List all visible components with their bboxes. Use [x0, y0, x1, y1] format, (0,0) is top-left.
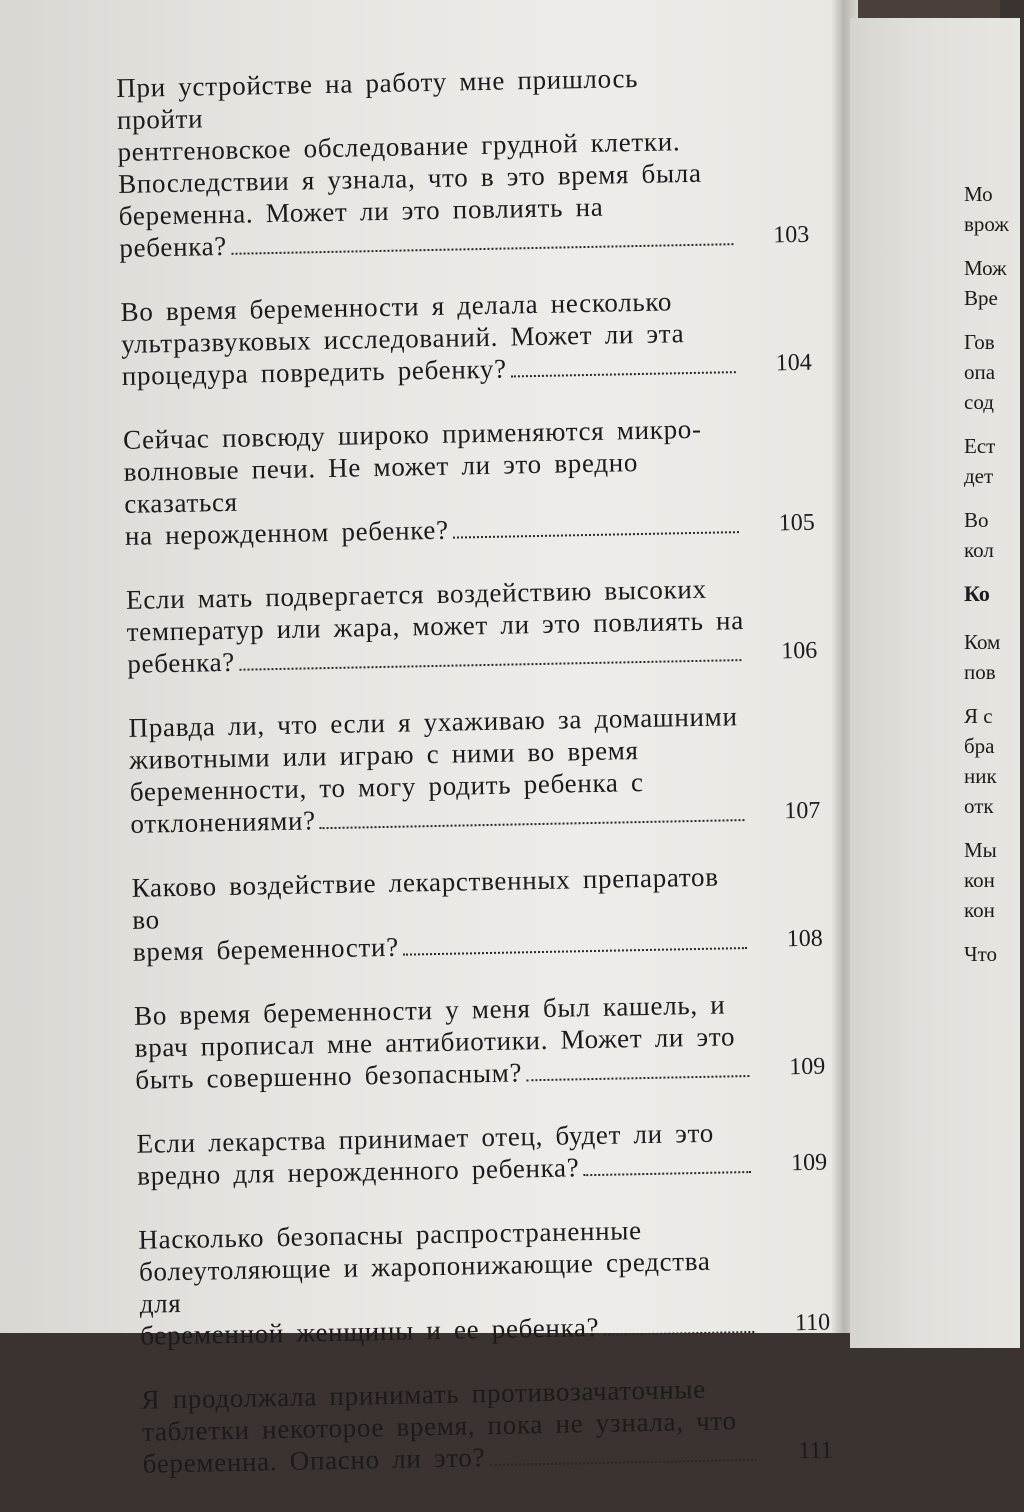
page-number: 107 — [784, 797, 821, 825]
page-number: 111 — [798, 1437, 833, 1465]
fr-item: Я с — [964, 704, 993, 728]
page-number: 109 — [790, 1149, 828, 1177]
fr-item: Мы — [964, 838, 997, 862]
toc-entry-line: волновые печи. Не может ли это вредно сказаться — [123, 447, 639, 519]
toc-entry-line: на нерожденном ребенке? — [124, 514, 449, 551]
fr-item: отк — [964, 794, 994, 818]
fr-item: Гов — [964, 330, 995, 354]
dot-leader — [526, 1074, 749, 1081]
toc-entry-line: Каково воздействие лекарственных препаратов во — [131, 861, 719, 935]
toc-entry — [123, 411, 815, 552]
toc-entry-line: Во время беременности у меня был кашель, и — [133, 989, 726, 1031]
fr-item: дет — [964, 464, 994, 488]
toc-entry-line: Если мать подвергается воздействию высоких — [125, 573, 707, 615]
toc-entry-text — [136, 1116, 757, 1192]
toc-entry-text — [138, 1212, 760, 1352]
toc-entry — [128, 699, 820, 840]
toc-entry-line: беременна. Опасно ли это? — [142, 1442, 486, 1479]
toc-entry-line: рентгеновское обследование грудной клетки. — [117, 126, 681, 167]
fr-item: Мо — [964, 182, 993, 206]
dot-leader — [320, 818, 745, 829]
dot-leader — [403, 946, 747, 956]
toc-entry-line: беременна. Может ли это повлиять на — [118, 191, 604, 231]
fr-item: Ком — [964, 630, 1001, 654]
page-number: 105 — [778, 509, 816, 537]
toc-entry-line: При устройстве на работу мне пришлось пройти — [116, 62, 639, 135]
fr-item: сод — [964, 390, 994, 414]
dot-leader — [489, 1458, 756, 1466]
toc-entry-line: беременности, то могу родить ребенка с — [129, 767, 644, 807]
toc-entry-line: Правда ли, что если я ухаживаю за домашними — [128, 701, 738, 743]
toc-entry — [134, 987, 826, 1096]
toc-entry-line: отклонениями? — [130, 805, 317, 839]
toc-entry — [138, 1211, 830, 1352]
toc-entry-line: Если лекарства принимает отец, будет ли это — [136, 1117, 715, 1159]
right-page — [850, 18, 1020, 1348]
toc-entry — [120, 283, 812, 392]
toc-entry — [131, 859, 823, 968]
toc-entry-text — [128, 700, 750, 840]
toc-entry-line: ребенка? — [127, 646, 236, 679]
page-number: 108 — [786, 925, 824, 953]
toc-entry-line: температур или жара, может ли это повлиять на — [126, 605, 745, 647]
fr-item: Что — [964, 942, 998, 966]
right-page-contents — [964, 180, 1024, 984]
fr-item: кон — [964, 868, 995, 892]
toc-entry-text — [126, 572, 748, 680]
page-number: 110 — [794, 1309, 831, 1337]
dot-leader — [231, 242, 733, 255]
toc-entry-line: вредно для нерожденного ребенка? — [136, 1152, 580, 1191]
toc-entry-line: Сейчас повсюду широко применяются микро- — [122, 413, 702, 455]
fr-item: ник — [964, 764, 997, 788]
fr-item: Мож — [964, 256, 1007, 280]
toc-entry-line: болеутоляющие и жаропонижающие средства для — [138, 1245, 711, 1319]
page-number: 106 — [780, 637, 818, 665]
toc-entry-line: Насколько безопасны распространенные — [138, 1215, 643, 1255]
toc-entry-line: Во время беременности я делала несколько — [120, 286, 673, 327]
table-of-contents — [116, 59, 834, 1512]
toc-entry-line: ультразвуковых исследований. Может ли эта — [120, 318, 685, 359]
toc-entry-line: ребенка? — [119, 230, 228, 263]
fr-item: Ест — [964, 434, 996, 458]
toc-entry-line: Я продолжала принимать противозачаточные — [141, 1373, 707, 1415]
toc-entry-text — [141, 1372, 763, 1480]
toc-entry-text — [131, 860, 753, 968]
fr-item: кол — [964, 538, 994, 562]
page-number: 104 — [775, 349, 812, 377]
toc-entry-text — [123, 412, 745, 552]
dot-leader — [603, 1330, 754, 1336]
background-edge — [842, 0, 1000, 20]
fr-item: Во — [964, 508, 989, 532]
fr-heading: Ко — [964, 581, 990, 606]
toc-entry — [126, 571, 818, 680]
toc-entry — [141, 1371, 833, 1480]
toc-entry-line: животными или играю с ними во время — [128, 735, 639, 775]
fr-item: кон — [964, 898, 995, 922]
toc-entry-line: время беременности? — [132, 931, 400, 967]
fr-item: пов — [964, 660, 996, 684]
page-number: 103 — [773, 221, 810, 249]
fr-item: бра — [964, 734, 995, 758]
toc-entry-line: быть совершенно безопасным? — [135, 1057, 523, 1095]
toc-entry-text — [116, 60, 740, 264]
fr-item: Вре — [964, 286, 998, 310]
dot-leader — [453, 530, 739, 538]
toc-entry-text — [134, 988, 756, 1096]
page-number: 109 — [788, 1053, 826, 1081]
toc-entry-line: Впоследствии я узнала, что в это время была — [117, 157, 702, 199]
toc-entry-line: таблетки некоторое время, пока не узнала, что — [141, 1405, 738, 1447]
dot-leader — [239, 658, 741, 671]
toc-entry — [136, 1115, 827, 1192]
fr-item: опа — [964, 360, 996, 384]
toc-entry-text — [120, 284, 742, 392]
dot-leader — [583, 1170, 751, 1176]
toc-entry-line: процедура повредить ребенку? — [121, 353, 508, 391]
toc-entry-line: беременной женщины и ее ребенка? — [139, 1311, 600, 1351]
fr-item: врож — [964, 212, 1009, 236]
toc-entry-line: врач прописал мне антибиотики. Может ли это — [134, 1021, 736, 1063]
dot-leader — [511, 370, 736, 377]
toc-entry — [116, 59, 810, 264]
